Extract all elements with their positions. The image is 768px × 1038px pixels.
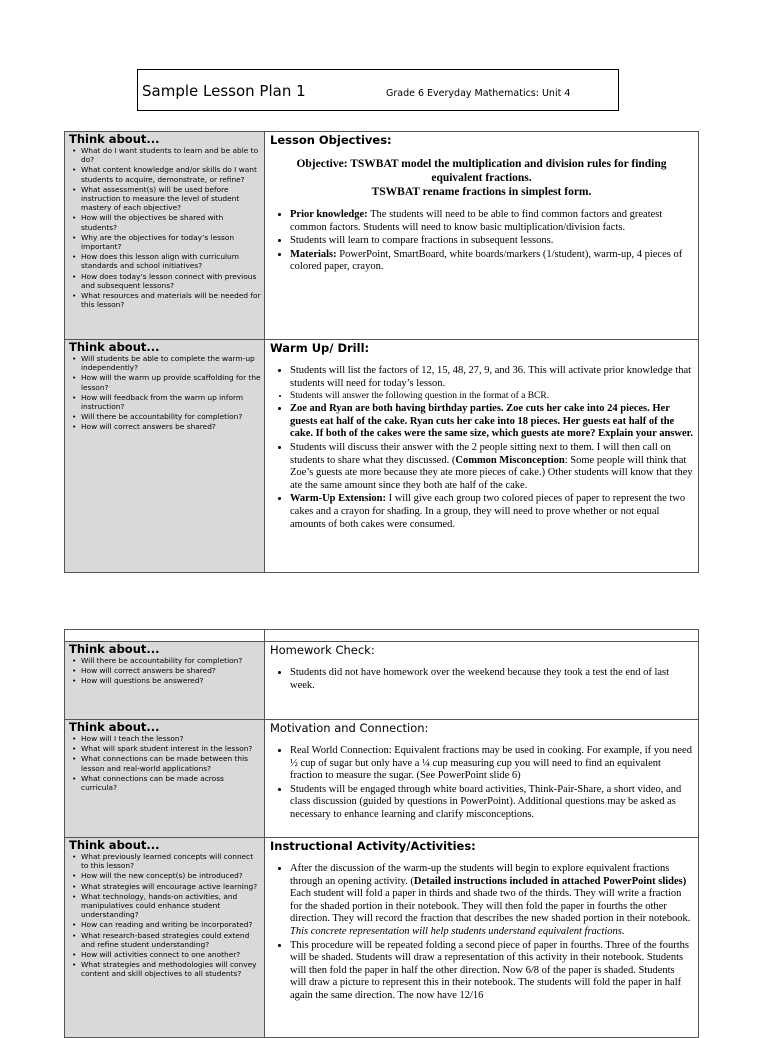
title-box — [137, 69, 619, 111]
think-cell-warmup — [65, 340, 265, 573]
question-item: • How will I teach the lesson? — [69, 734, 261, 743]
folding-italic: This concrete representation will help students understand equivalent fractions. — [290, 925, 625, 937]
question-item: • How will the warm up provide scaffolding for the lesson? — [69, 373, 261, 391]
question-item: • What strategies and methodologies will convey content and skill objectives to all students? — [69, 960, 261, 978]
bullet-folding-thirds — [290, 863, 693, 939]
folding-text-a: After the discussion of the warm-up the students will begin to explore equivalent fractions through an opening activity. ( — [290, 863, 670, 887]
objective-line-1: Objective: TSWBAT model the multiplication and division rules for finding equivalent fractions. — [296, 158, 667, 184]
question-item: • How will correct answers be shared? — [69, 666, 261, 675]
extension-label: Warm-Up Extension: — [290, 493, 386, 505]
bullet-discuss — [290, 442, 693, 492]
question-item: • How can reading and writing be incorporated? — [69, 920, 261, 929]
section-heading: Warm Up/ Drill: — [270, 341, 370, 355]
question-item: • How will questions be answered? — [69, 676, 261, 685]
materials-label: Materials: — [290, 248, 337, 260]
content-cell-objectives — [265, 132, 699, 340]
page-subtitle: Grade 6 Everyday Mathematics: Unit 4 — [386, 88, 571, 99]
question-item: • How will activities connect to one another? — [69, 950, 261, 959]
materials-text: PowerPoint, SmartBoard, white boards/markers (1/student), warm-up, 4 pieces of colored paper, crayon. — [290, 248, 683, 273]
question-item: • What resources and materials will be needed for this lesson? — [69, 291, 261, 309]
think-label: Think about... — [69, 340, 160, 354]
lesson-table-1 — [64, 131, 699, 573]
content-cell-homework — [265, 642, 699, 720]
question-item: • How does today’s lesson connect with previous and subsequent lessons? — [69, 272, 261, 290]
bullet-bcr: • Students will answer the following question in the format of a BCR. — [290, 391, 693, 402]
folding-text-b: Each student will fold a paper in thirds and shade two of the thirds. They will write a fraction for the shaded portion in their notebook. They will then fold the paper in fourths the other direction. They will record the fraction that describes the new shaded portion in their notebook. — [290, 888, 691, 925]
row-warmup — [65, 340, 699, 573]
question-item: • What connections can be made between this lesson and real-world applications? — [69, 754, 261, 772]
section-heading: Instructional Activity/Activities: — [270, 839, 476, 853]
bullet-factors: • Students will list the factors of 12, 15, 48, 27, 9, and 36. This will activate prior knowledge that students will need for today’s lesson. — [290, 365, 693, 390]
think-cell-objectives — [65, 132, 265, 340]
discuss-text-a: Students will discuss their answer with the 2 people sitting next to them. I will then call on students to share what they discussed. ( — [290, 441, 671, 466]
question-item: • Why are the objectives for today’s lesson important? — [69, 233, 261, 251]
objective-text — [270, 157, 693, 199]
bullet-compare: • Students will learn to compare fractions in subsequent lessons. — [290, 235, 693, 248]
bullet-question: • Zoe and Ryan are both having birthday parties. Zoe cuts her cake into 24 pieces. Her guests eat half of the cake. Ryan cuts her cake into 18 pieces. Her guests eat half of the cake. If both of the cakes were the same size, which guests ate more? Explain your answer. — [290, 403, 693, 441]
bullet-realworld: • Real World Connection: Equivalent fractions may be used in cooking. For example, if you need ½ cup of sugar but only have a ¼ cup measuring cup you will need to find an equivalent fraction to measure the sugar. (See PowerPoint slide 6) — [290, 745, 693, 783]
content-cell-instruction — [265, 838, 699, 1038]
warmup-bullets — [270, 365, 693, 531]
homework-bullets — [270, 667, 693, 692]
question-item: • How will the objectives be shared with students? — [69, 213, 261, 231]
bullet-engagement: • Students will be engaged through white board activities, Think-Pair-Share, a short video, and class discussion (guided by questions in PowerPoint). Additional questions may be asked as necessary to enhance learning and clarify misconceptions. — [290, 784, 693, 822]
think-label: Think about... — [69, 642, 160, 656]
row-objectives — [65, 132, 699, 340]
empty-cell — [65, 630, 265, 642]
row-empty-header — [65, 630, 699, 642]
bullet-prior — [290, 209, 693, 234]
section-heading: Lesson Objectives: — [270, 133, 392, 147]
think-cell-motivation — [65, 720, 265, 838]
question-item: • What do I want students to learn and be able to do? — [69, 146, 261, 164]
think-label: Think about... — [69, 720, 160, 734]
questions-motivation — [69, 734, 261, 792]
questions-warmup — [69, 354, 261, 432]
empty-cell — [265, 630, 699, 642]
question-item: • What assessment(s) will be used before instruction to measure the level of student mastery of each objective? — [69, 185, 261, 213]
question-item: • How will feedback from the warm up inform instruction? — [69, 393, 261, 411]
bullet-extension — [290, 493, 693, 531]
misconception-label: Common Misconception — [455, 454, 565, 466]
bullet-homework: • Students did not have homework over the weekend because they took a test the end of last week. — [290, 667, 693, 692]
question-item: • What connections can be made across curricula? — [69, 774, 261, 792]
content-cell-motivation — [265, 720, 699, 838]
lesson-table-2 — [64, 629, 699, 1038]
question-item: • What will spark student interest in the lesson? — [69, 744, 261, 753]
question-item: • How will correct answers be shared? — [69, 422, 261, 431]
motivation-bullets — [270, 745, 693, 822]
questions-objectives — [69, 146, 261, 309]
think-cell-homework — [65, 642, 265, 720]
prior-label: Prior knowledge: — [290, 209, 368, 220]
question-item: • What content knowledge and/or skills do I want students to acquire, demonstrate, or refine? — [69, 165, 261, 183]
bullet-folding-fourths: • This procedure will be repeated folding a second piece of paper in fourths. Three of the fourths will be shaded. Students will draw a representation of this activity in their notebook. Students will then fold the paper in half the other direction. Now 6/8 of the paper is shaded. Students will draw a picture to represent this in their notebook. The students will fold the paper in half again the same direction. The now have 12/16 — [290, 940, 693, 1003]
extension-text: I will give each group two colored pieces of paper to represent the two cakes and a crayon for shading. In a group, they will need to prove whether or not equal amounts of both cakes were consumed. — [290, 493, 686, 530]
question-item: • How will the new concept(s) be introduced? — [69, 871, 261, 880]
row-homework — [65, 642, 699, 720]
question-item: • What strategies will encourage active learning? — [69, 882, 261, 891]
questions-homework — [69, 656, 261, 686]
row-instruction — [65, 838, 699, 1038]
think-cell-instruction — [65, 838, 265, 1038]
question-item: • Will students be able to complete the warm-up independently? — [69, 354, 261, 372]
objective-line-2: TSWBAT rename fractions in simplest form. — [371, 186, 592, 198]
question-item: • Will there be accountability for completion? — [69, 656, 261, 665]
bullet-materials — [290, 249, 693, 274]
question-item: • What technology, hands-on activities, and manipulatives could enhance student understanding? — [69, 892, 261, 920]
section-heading: Motivation and Connection: — [270, 721, 429, 735]
content-cell-warmup — [265, 340, 699, 573]
prior-text: The students will need to be able to find common factors and greatest common factors. Students will need to know basic multiplication/division facts. — [290, 209, 663, 233]
think-label: Think about... — [69, 838, 160, 852]
section-heading: Homework Check: — [270, 643, 375, 657]
instructions-note: Detailed instructions included in attached PowerPoint slides) — [413, 875, 687, 887]
questions-instruction — [69, 852, 261, 979]
row-motivation — [65, 720, 699, 838]
instruction-bullets — [270, 863, 693, 1003]
question-item: • How does this lesson align with curriculum standards and school initiatives? — [69, 252, 261, 270]
think-label: Think about... — [69, 132, 160, 146]
question-item: • What previously learned concepts will connect to this lesson? — [69, 852, 261, 870]
objectives-bullets — [270, 209, 693, 274]
question-item: • Will there be accountability for completion? — [69, 412, 261, 421]
question-item: • What research-based strategies could extend and refine student understanding? — [69, 931, 261, 949]
discuss-text-b: : Some people will think that Zoe’s guests ate more because they ate more pieces of cake.) Other students will know that they ate the same amount since they both ate half of the cake. — [290, 454, 693, 491]
page-title: Sample Lesson Plan 1 — [142, 82, 306, 100]
